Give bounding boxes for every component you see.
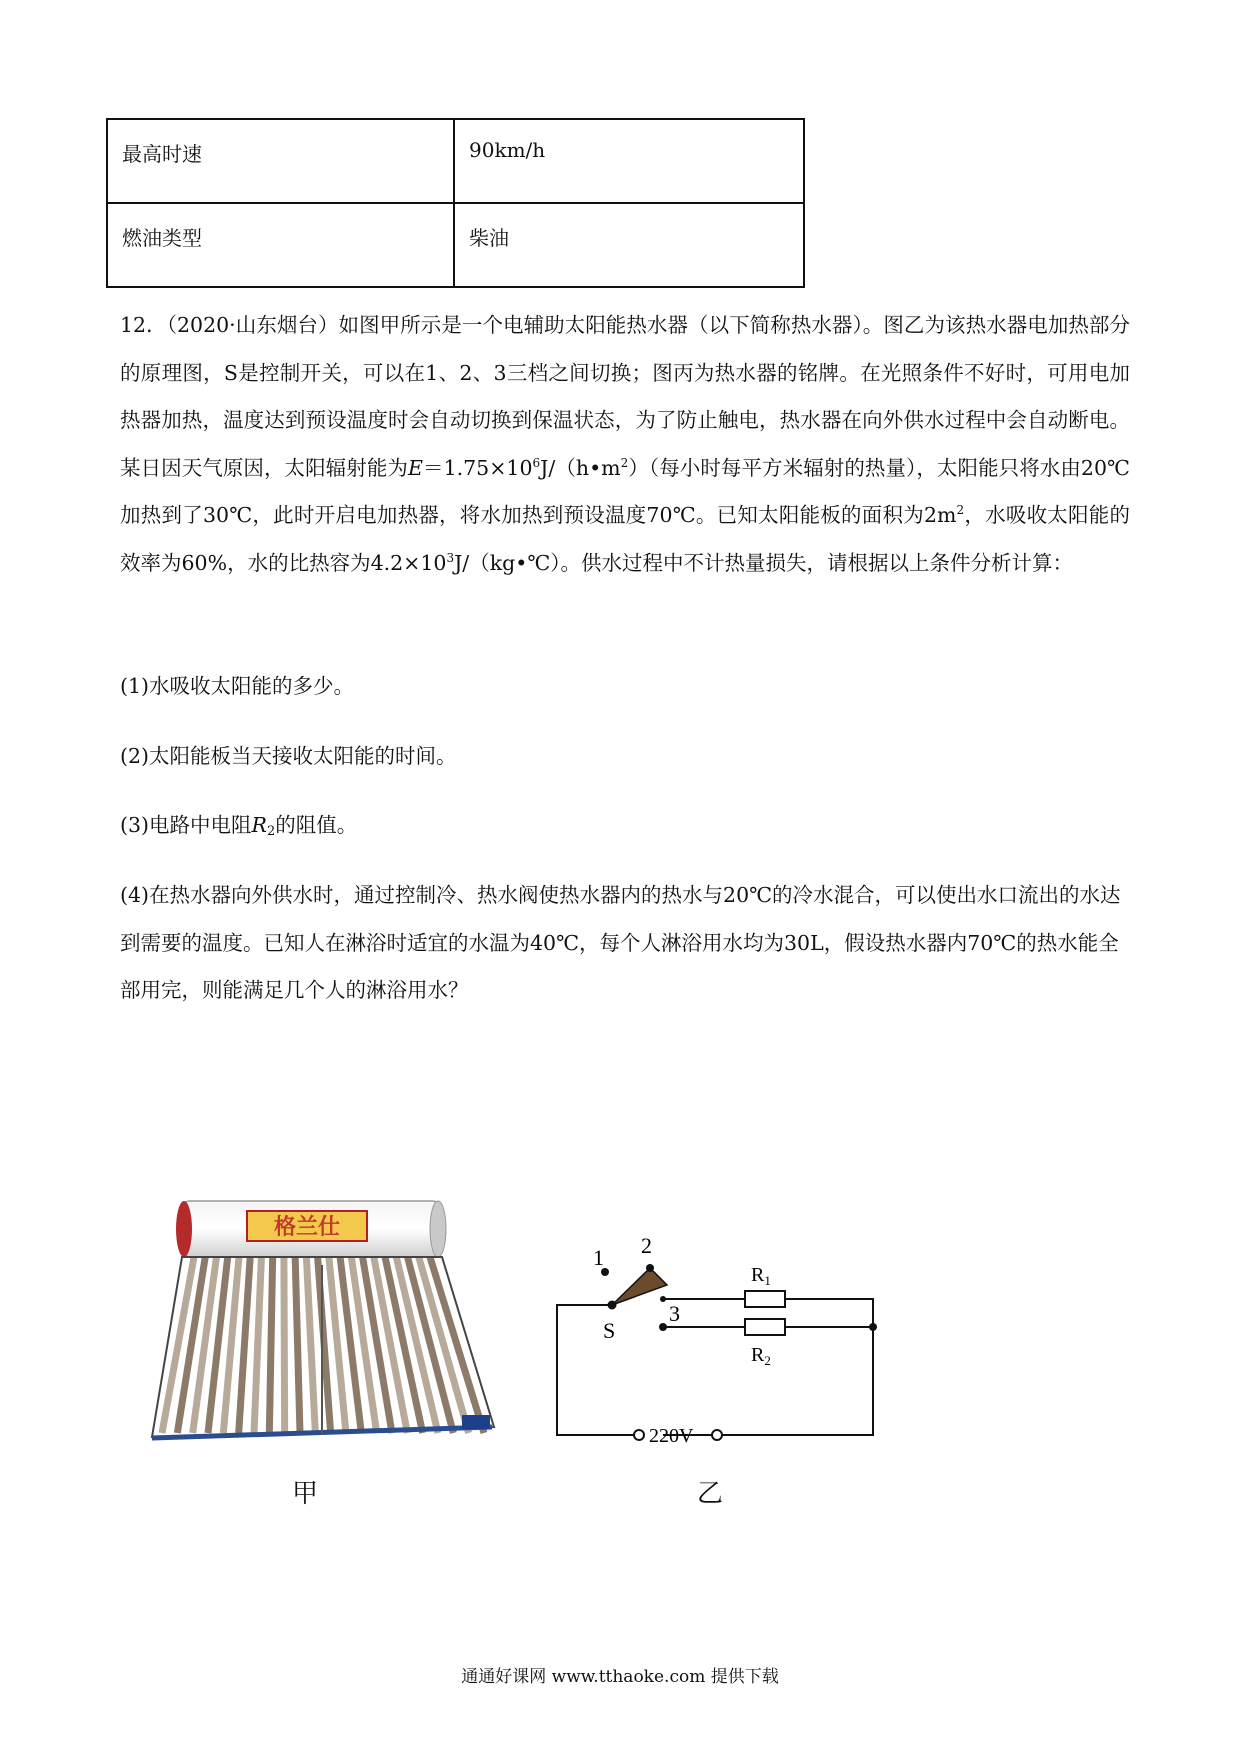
table-row <box>107 119 804 203</box>
caption-a: 甲 <box>292 1479 319 1509</box>
label-voltage: 220V <box>649 1425 694 1447</box>
contact-s <box>608 1301 617 1310</box>
heater-tube <box>269 1257 272 1433</box>
question-text: 如图甲所示是一个电辅助太阳能热水器（以下简称热水器）。图乙为该热水器电加热部分的原理图，S是控制开关，可以在1、2、3三档之间切换；图丙为热水器的铭牌。在光照条件不好时，可用电加热器加热，温度达到预设温度时会自动切换到保温状态，为了防止触电，热水器在向外供水过程中会自动断电。某日因天气原因，太阳辐射能为 <box>120 313 1130 480</box>
resistor-r2 <box>745 1319 785 1335</box>
subquestion-text: 的阻值。 <box>275 813 358 837</box>
table-cell-value: 柴油 <box>454 203 804 287</box>
question-text: ＝1.75×10 <box>422 455 533 480</box>
question-text: J/（h•m <box>540 455 621 480</box>
heater-tube <box>284 1257 285 1433</box>
spec-table <box>106 118 805 288</box>
question-text: J/（kg•℃）。供水过程中不计热量损失，请根据以上条件分析计算： <box>454 550 1074 575</box>
heater-tube <box>306 1257 315 1433</box>
question-number: 12． <box>120 313 167 337</box>
heater-brand: 格兰仕 <box>273 1214 341 1239</box>
node-right <box>869 1323 877 1331</box>
table-cell-label: 燃油类型 <box>107 203 454 287</box>
subscript: 2 <box>266 824 276 839</box>
heater-tube <box>295 1257 300 1433</box>
subquestion-4: (4)在热水器向外供水时，通过控制冷、热水阀使热水器内的热水与20℃的冷水混合，可以使出水口流出的水达到需要的温度。已知人在淋浴时适宜的水温为40℃，每个人淋浴用水均为30L，假设热水器内70℃的热水能全部用完，则能满足几个人的淋浴用水？ <box>120 883 1121 1002</box>
table-row <box>107 203 804 287</box>
question-12 <box>120 302 1130 587</box>
label-s: S <box>603 1318 616 1343</box>
label-r1: $R_1$ <box>751 1264 771 1288</box>
question-text: ）（每小时每平方米辐射的热量），太阳能只将水由20℃加热到了30℃，此时开启电加热器，将水加热到预设温度70℃。已知太阳能板的面积为2m <box>120 455 1130 527</box>
exponent: 3 <box>446 550 455 565</box>
subquestion-3 <box>120 802 1130 850</box>
subquestion-2: (2)太阳能板当天接收太阳能的时间。 <box>120 744 457 768</box>
question-source: （2020·山东烟台） <box>166 313 339 337</box>
resistor-r1 <box>745 1291 785 1307</box>
exponent: 2 <box>956 503 965 517</box>
circuit-wire-left <box>557 1305 633 1435</box>
circuit-diagram <box>555 1233 885 1460</box>
symbol-R: R <box>251 813 267 837</box>
contact-3 <box>659 1323 667 1331</box>
subquestion-1: (1)水吸收太阳能的多少。 <box>120 674 355 698</box>
page-footer: 通通好课网 www.tthaoke.com 提供下载 <box>461 1667 779 1687</box>
table-cell-label: 最高时速 <box>107 119 454 203</box>
exponent: 2 <box>620 455 629 470</box>
symbol-E: E <box>407 455 423 480</box>
table-cell-value: 90km/h <box>454 119 804 203</box>
label-r2: $R_2$ <box>751 1344 771 1368</box>
switch-blade <box>612 1268 667 1305</box>
label-3: 3 <box>669 1301 680 1326</box>
solar-heater-figure <box>142 1195 502 1450</box>
exponent: 6 <box>532 455 541 470</box>
heater-tube <box>430 1257 484 1433</box>
label-2: 2 <box>641 1233 652 1258</box>
label-1: 1 <box>593 1245 604 1270</box>
contact-2 <box>646 1264 654 1272</box>
heater-tube <box>239 1257 251 1433</box>
terminal-left <box>634 1430 644 1440</box>
question-text: ，水吸收太阳能的效率为60%，水的比热容为4.2×10 <box>120 503 1131 575</box>
subquestion-text: (3)电路中电阻 <box>120 813 252 837</box>
caption-b: 乙 <box>697 1479 724 1509</box>
heater-tube <box>254 1257 261 1433</box>
terminal-right <box>712 1430 722 1440</box>
